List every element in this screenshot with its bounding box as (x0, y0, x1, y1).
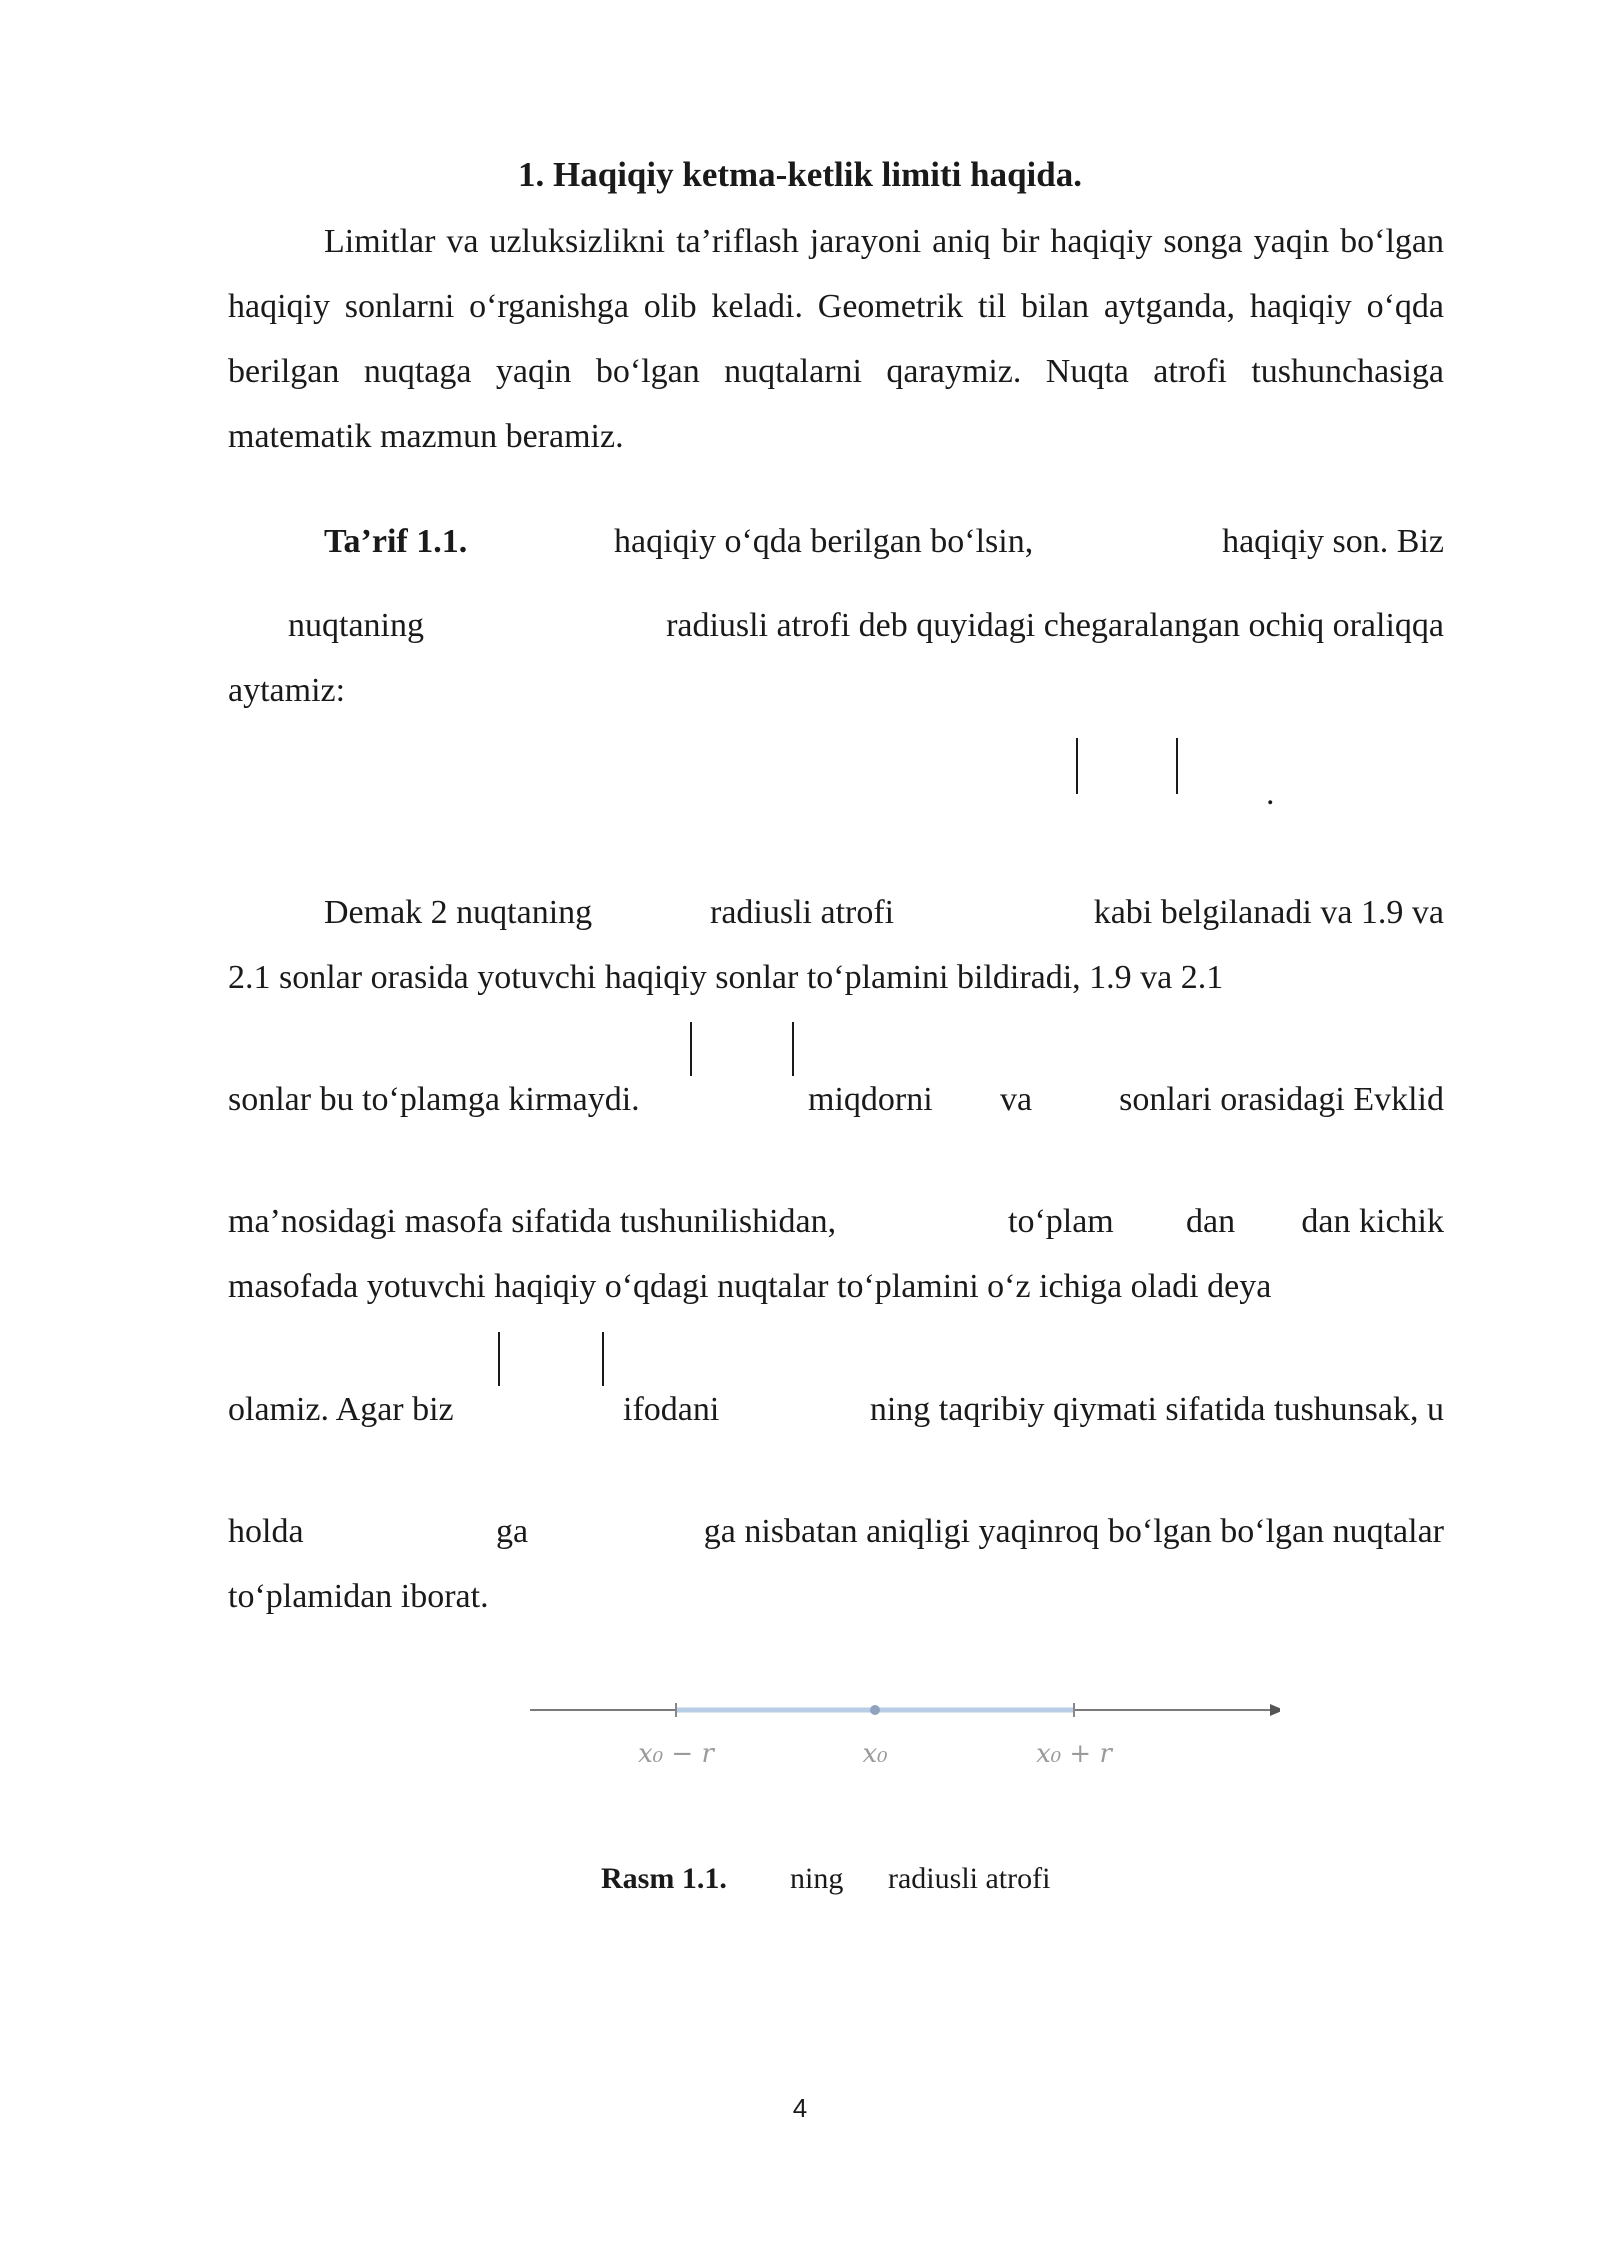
example-text-1b: radiusli atrofi (710, 894, 895, 931)
axis-arrow-icon (1270, 1704, 1280, 1716)
example-text-1a: Demak 2 nuqtaning (324, 894, 593, 931)
example-text-4c: dan (1186, 1203, 1236, 1240)
page-number: 4 (792, 2093, 808, 2123)
center-point (870, 1705, 880, 1715)
example-line-3 (228, 1075, 1444, 1125)
example-line-6 (228, 1385, 1444, 1435)
example-text-6c: ning taqribiy qiymati sifatida tushunsak, u (869, 1391, 1444, 1428)
definition-line-2 (228, 601, 1444, 651)
example-line-7 (228, 1507, 1444, 1557)
example-text-4a: ma’nosidagi masofa sifatida tushunilishidan, (228, 1203, 837, 1240)
formula-abs-bar-left (1076, 738, 1078, 794)
definition-label: Ta’rif 1.1. (324, 523, 468, 560)
abs-bar-1-right (792, 1022, 794, 1076)
caption-text-1: ning (790, 1862, 844, 1895)
example-text-3c: va (1000, 1081, 1033, 1118)
neighborhood-number-line-figure (530, 1680, 1280, 1800)
definition-line-3 (228, 666, 1444, 716)
intro-paragraph: Limitlar va uzluksizlikni ta’riflash jarayoni aniq bir haqiqiy songa yaqin bo‘lgan haqiqiy sonlarni o‘rganishga olib keladi. Geometrik til bilan aytganda, haqiqiy o‘qda berilgan nuqtaga yaqin bo‘lgan nuqtalarni qaraymiz. Nuqta atrofi tushunchasiga matematik mazmun beramiz. (228, 223, 1444, 455)
definition-text-5: aytamiz: (228, 672, 346, 709)
definition-text-3: nuqtaning (288, 607, 424, 644)
figure-caption (0, 1857, 1600, 1901)
example-text-3d: sonlari orasidagi Evklid (1119, 1081, 1444, 1118)
example-text-7a: holda (228, 1513, 304, 1550)
example-line-1 (228, 888, 1444, 938)
example-text-3a: sonlar bu to‘plamga kirmaydi. (228, 1081, 640, 1118)
example-text-3b: miqdorni (808, 1081, 933, 1118)
example-line-5 (228, 1262, 1444, 1312)
tick-label-center: x₀ (862, 1739, 888, 1769)
definition-text-2: haqiqiy son. Biz (1222, 523, 1444, 560)
abs-bar-2-right (602, 1332, 604, 1386)
example-text-2: 2.1 sonlar orasida yotuvchi haqiqiy sonlar to‘plamini bildiradi, 1.9 va 2.1 (228, 959, 1224, 996)
formula-abs-bar-right (1176, 738, 1178, 794)
tick-label-left: x₀ − r (638, 1739, 714, 1769)
formula-end-dot: . (1266, 775, 1275, 812)
example-text-6a: olamiz. Agar biz (228, 1391, 454, 1428)
section-heading: 1. Haqiqiy ketma-ketlik limiti haqida. (518, 155, 1082, 194)
abs-bar-1-left (690, 1022, 692, 1076)
tick-label-right: x₀ + r (1036, 1739, 1112, 1769)
example-text-1c: kabi belgilanadi va 1.9 va (1093, 894, 1444, 931)
caption-label: Rasm 1.1. (601, 1862, 727, 1895)
example-text-8: to‘plamidan iborat. (228, 1578, 489, 1615)
abs-bar-2-left (498, 1332, 500, 1386)
example-line-2 (228, 953, 1444, 1003)
example-text-7c: ga nisbatan aniqligi yaqinroq bo‘lgan bo‘lgan nuqtalar (703, 1513, 1444, 1550)
example-text-4b: to‘plam (1008, 1203, 1114, 1240)
example-text-5: masofada yotuvchi haqiqiy o‘qdagi nuqtalar to‘plamini o‘z ichiga oladi deya (228, 1268, 1272, 1305)
caption-text-2: radiusli atrofi (888, 1862, 1051, 1895)
definition-line-1 (228, 517, 1444, 567)
example-line-4 (228, 1197, 1444, 1247)
example-text-6b: ifodani (623, 1391, 720, 1428)
example-text-4d: dan kichik (1301, 1203, 1444, 1240)
definition-text-4: radiusli atrofi deb quyidagi chegaralangan ochiq oraliqqa (666, 607, 1444, 644)
example-text-7b: ga (496, 1513, 529, 1550)
example-line-8 (228, 1572, 1444, 1622)
definition-text-1: haqiqiy o‘qda berilgan bo‘lsin, (614, 523, 1034, 560)
